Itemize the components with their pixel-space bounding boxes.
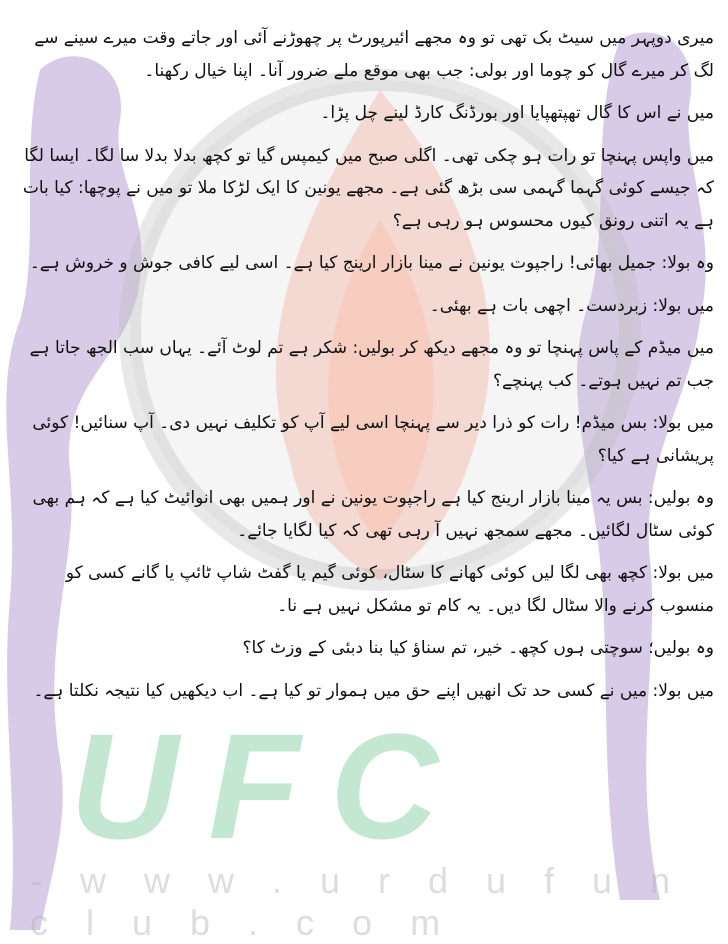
paragraph-5: میں بولا: زبردست۔ اچھی بات ہے بھئی۔ bbox=[429, 295, 714, 316]
story-text bbox=[14, 22, 714, 717]
paragraph-2: میں نے اس کا گال تھپتھپایا اور بورڈنگ کارڈ لینے چل پڑا۔ bbox=[320, 103, 714, 123]
paragraph-11: میں بولا: میں نے کسی حد تک انھیں اپنے حق میں ہموار تو کیا ہے۔ اب دیکھیں کیا نتیجہ نکلتا ہے۔ bbox=[33, 680, 714, 701]
paragraph-1: میری دوپہر میں سیٹ بک تھی تو وہ مجھے ائیرپورٹ پر چھوڑنے آئی اور جاتے وقت میرے سینے سے لگ کر میرے گال کو چوما اور بولی: جب بھی موقع ملے ضرور آنا۔ اپنا خیال رکھنا۔ bbox=[34, 28, 714, 81]
paragraph-4: وہ بولا: جمیل بھائی! راجپوت یونین نے مینا بازار ارینج کیا ہے۔ اسی لیے کافی جوش و خروش ہے۔ bbox=[29, 253, 714, 273]
watermark-logo-text: UFC bbox=[70, 702, 469, 870]
watermark-url-text: - w w w . u r d u f u n c l u b . c o m bbox=[30, 860, 685, 943]
paragraph-6: میں میڈم کے پاس پہنچا تو وہ مجھے دیکھ کر بولیں: شکر ہے تم لوٹ آئے۔ یہاں سب الجھ جاتا ہے جب تم نہیں ہوتے۔ کب پہنچے؟ bbox=[29, 338, 714, 391]
paragraph-9: میں بولا: کچھ بھی لگا لیں کوئی کھانے کا سٹال، کوئی گیم یا گفٹ شاپ ٹائپ یا گانے کسی کو منسوب کرنے والا سٹال لگا دیں۔ یہ کام تو مشکل نہیں ہے نا۔ bbox=[65, 563, 714, 616]
paragraph-8: وہ بولیں: بس یہ مینا بازار ارینج کیا ہے راجپوت یونین نے اور ہمیں بھی انوائیٹ کیا ہے کہ ہم بھی کوئی سٹال لگائیں۔ مجھے سمجھ نہیں آ رہی تھی کہ کیا لگایا جائے۔ bbox=[32, 488, 714, 541]
paragraph-3: میں واپس پہنچا تو رات ہو چکی تھی۔ اگلی صبح میں کیمپس گیا تو کچھ بدلا بدلا سا لگا۔ ایسا لگا کہ جیسے کوئی گہما گہمی سی بڑھ گئی ہے۔ مجھے یونین کا ایک لڑکا ملا تو میں نے پوچھا: کیا بات ہے یہ اتنی رونق کیوں محسوس ہو رہی ہے؟ bbox=[22, 145, 714, 231]
paragraph-7: میں بولا: بس میڈم! رات کو ذرا دیر سے پہنچا اسی لیے آپ کو تکلیف نہیں دی۔ آپ سنائیں! کوئی پریشانی ہے کیا؟ bbox=[32, 413, 714, 466]
paragraph-10: وہ بولیں؛ سوچتی ہوں کچھ۔ خیر، تم سناؤ کیا بنا دبئی کے وزٹ کا؟ bbox=[242, 638, 714, 658]
